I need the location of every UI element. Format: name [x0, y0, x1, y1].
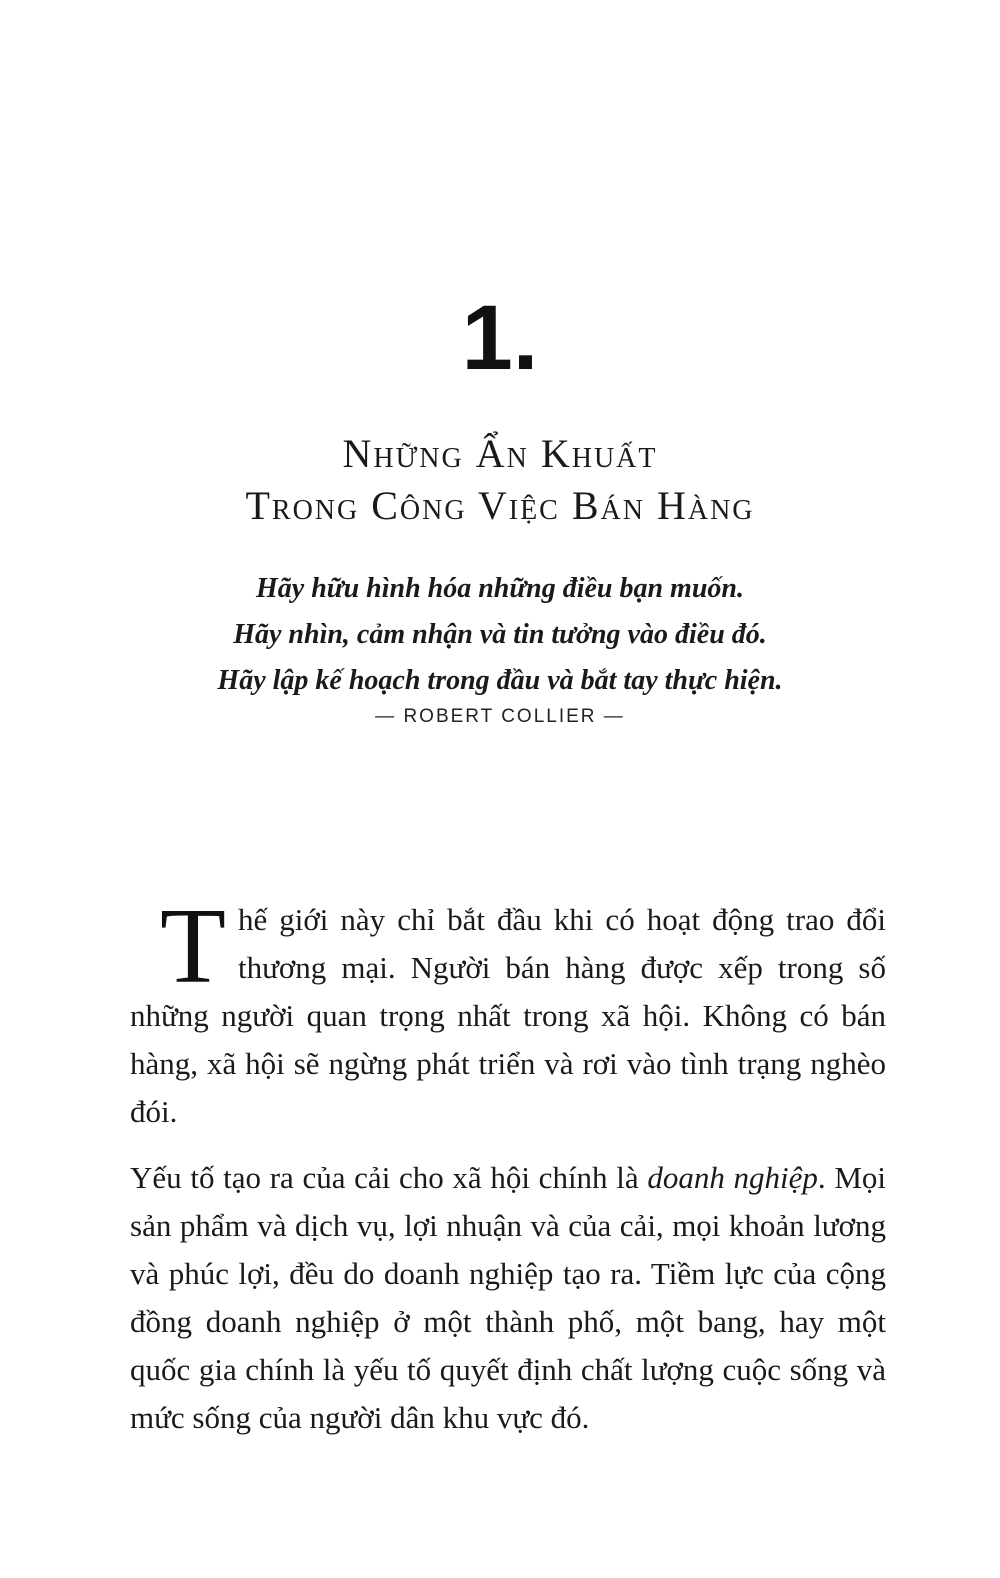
paragraph-1-text: hế giới này chỉ bắt đầu khi có hoạt động trao đổi thương mại. Người bán hàng được xếp trong số những người quan trọng nhất trong xã hội. Không có bán hàng, xã hội sẽ ngừng phát triển và rơi vào tình trạng nghèo đói.	[130, 902, 886, 1129]
epigraph-quote	[0, 566, 1000, 704]
drop-cap: T	[160, 887, 226, 1006]
paragraph-1	[130, 887, 886, 1136]
chapter-title-line-1: Những Ẩn Khuất	[342, 431, 658, 476]
chapter-title	[0, 428, 1000, 532]
epigraph-line-1: Hãy hữu hình hóa những điều bạn muốn.	[256, 573, 744, 604]
epigraph-attribution: — ROBERT COLLIER —	[375, 706, 625, 727]
body-text	[130, 887, 886, 1442]
epigraph-line-3: Hãy lập kế hoạch trong đầu và bắt tay thực hiện.	[217, 665, 783, 696]
paragraph-2-text-after: . Mọi sản phẩm và dịch vụ, lợi nhuận và của cải, mọi khoản lương và phúc lợi, đều do doanh nghiệp tạo ra. Tiềm lực của cộng đồng doanh nghiệp ở một thành phố, một bang, hay một quốc gia chính là yếu tố quyết định chất lượng cuộc sống và mức sống của người dân khu vực đó.	[130, 1160, 886, 1435]
paragraph-2	[130, 1154, 886, 1442]
paragraph-2-emphasis: doanh nghiệp	[647, 1160, 818, 1195]
chapter-title-line-2: Trong Công Việc Bán Hàng	[245, 483, 755, 528]
epigraph-line-2: Hãy nhìn, cảm nhận và tin tưởng vào điều đó.	[233, 619, 767, 650]
paragraph-2-text-before: Yếu tố tạo ra của cải cho xã hội chính là	[130, 1160, 648, 1195]
chapter-number: 1.	[461, 287, 539, 389]
